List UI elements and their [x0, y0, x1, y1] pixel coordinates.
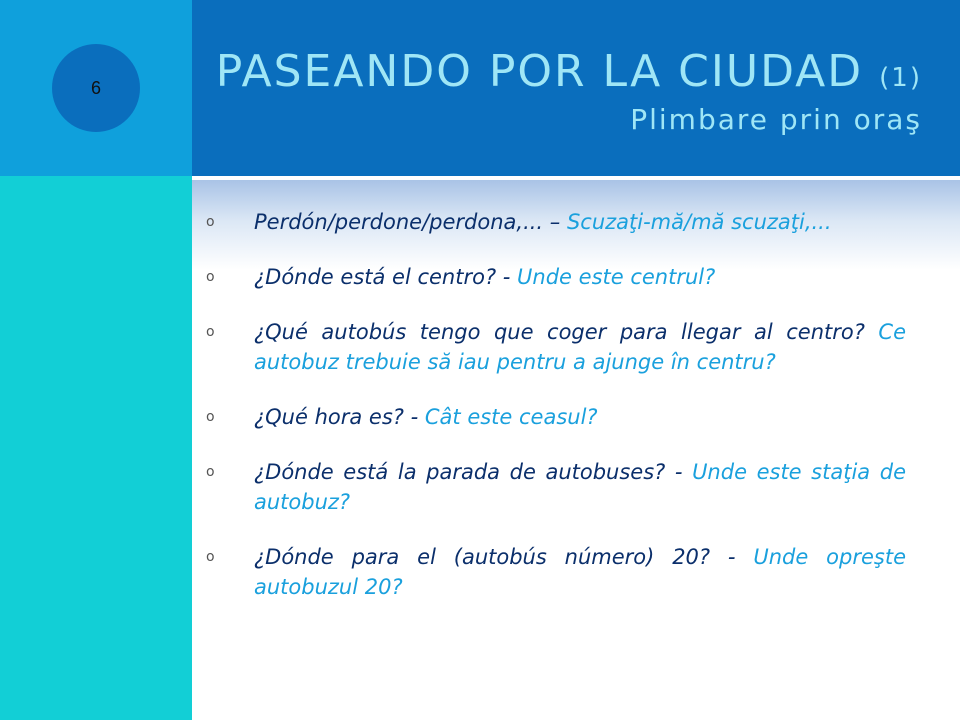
phrase-separator: -: [710, 545, 754, 569]
phrase-item: [206, 317, 906, 377]
slide-title-text: PASEANDO POR LA CIUDAD: [215, 46, 864, 97]
romanian-translation: Scuzaţi-mă/mă scuzaţi,...: [566, 210, 832, 234]
bullet-icon: o: [206, 464, 215, 480]
page-number-badge: [52, 44, 140, 132]
romanian-translation: Unde este centrul?: [517, 265, 716, 289]
phrase-item: [206, 402, 906, 432]
bullet-icon: o: [206, 409, 215, 425]
romanian-translation: Cât este ceasul?: [424, 405, 598, 429]
romanian-translation: Ce autobuz trebuie să iau pentru a ajunge în centru?: [254, 320, 906, 374]
phrase-separator: -: [665, 460, 693, 484]
slide-title: [216, 46, 922, 97]
spanish-phrase: ¿Qué autobús tengo que coger para llegar al centro?: [254, 320, 865, 344]
spanish-phrase: ¿Dónde está la parada de autobuses?: [254, 460, 666, 484]
bullet-icon: o: [206, 269, 215, 285]
slide-subtitle: Plimbare prin oraş: [630, 103, 922, 136]
spanish-phrase: ¿Dónde para el (autobús número) 20?: [254, 545, 711, 569]
romanian-translation: Unde opreşte autobuzul 20?: [254, 545, 906, 599]
phrase-item: [206, 207, 906, 237]
phrase-separator: -: [403, 405, 425, 429]
phrase-list: [206, 207, 906, 627]
bullet-icon: o: [206, 549, 215, 565]
spanish-phrase: ¿Qué hora es?: [254, 405, 404, 429]
spanish-phrase: Perdón/perdone/perdona,...: [254, 210, 544, 234]
phrase-separator: –: [543, 210, 567, 234]
phrase-item: [206, 542, 906, 602]
phrase-separator: [865, 320, 879, 344]
phrase-item: [206, 457, 906, 517]
bullet-icon: o: [206, 214, 215, 230]
spanish-phrase: ¿Dónde está el centro?: [254, 265, 497, 289]
page-number: 6: [90, 77, 101, 98]
slide-title-number: (1): [879, 63, 922, 93]
bullet-icon: o: [206, 324, 215, 340]
romanian-translation: Unde este staţia de autobuz?: [254, 460, 906, 514]
phrase-separator: -: [496, 265, 518, 289]
phrase-item: [206, 262, 906, 292]
